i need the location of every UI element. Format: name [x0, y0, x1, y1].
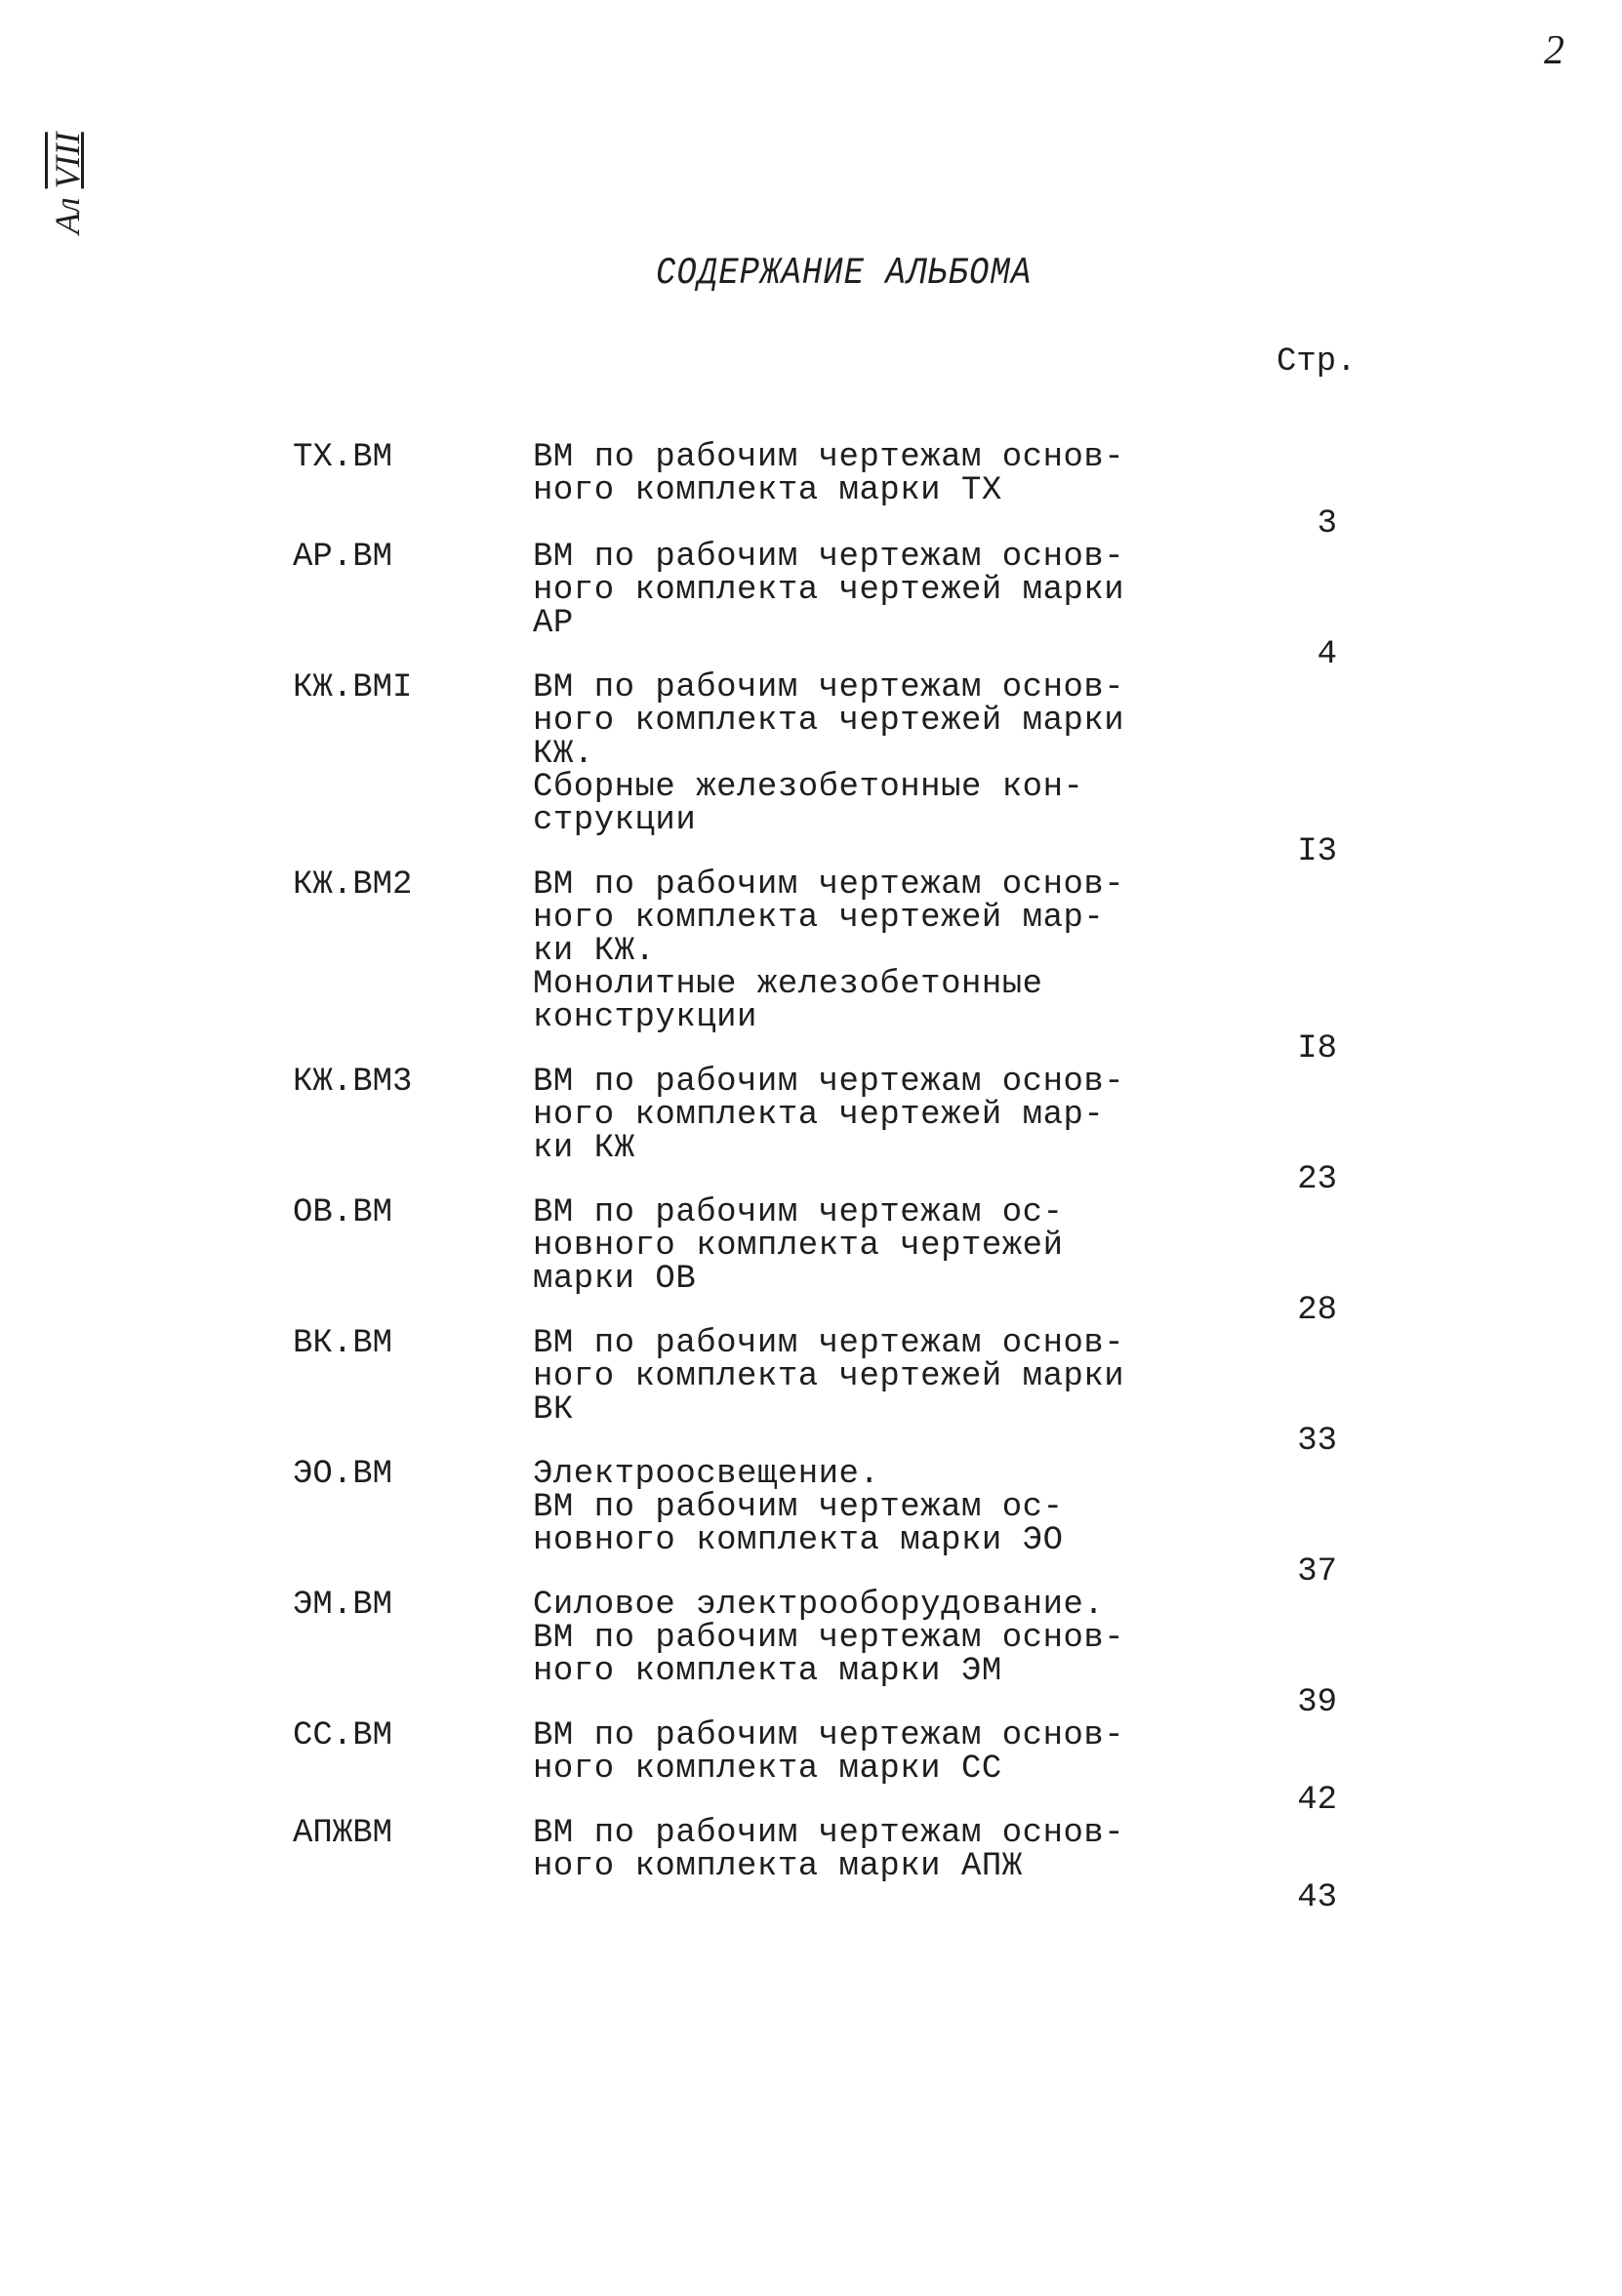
entry-page: 39: [1297, 1684, 1337, 1721]
entry-page: 3: [1317, 505, 1337, 543]
entry-code: АПЖВМ: [293, 1815, 393, 1852]
entry-page: 28: [1297, 1292, 1337, 1329]
entry-code: ОВ.ВМ: [293, 1194, 393, 1231]
entry-code: ЭО.ВМ: [293, 1456, 393, 1493]
entry-description: ВМ по рабочим чертежам основ- ного комплекта чертежей марки АР: [533, 539, 1125, 642]
contents-entry: [293, 541, 1376, 671]
entry-description: Силовое электрооборудование. ВМ по рабочим чертежам основ- ного комплекта марки ЭМ: [533, 1587, 1125, 1690]
contents-list: [293, 441, 1376, 1914]
entry-code: ЭМ.ВМ: [293, 1587, 393, 1624]
contents-entry: [293, 441, 1376, 541]
entry-page: 42: [1297, 1782, 1337, 1819]
entry-code: АР.ВМ: [293, 539, 393, 576]
entry-description: ВМ по рабочим чертежам основ- ного комплекта марки СС: [533, 1717, 1125, 1788]
contents-entry: [293, 1589, 1376, 1719]
page-column-header: Стр.: [1277, 343, 1357, 381]
entry-page: 37: [1297, 1553, 1337, 1591]
entry-code: ТХ.ВМ: [293, 439, 393, 476]
contents-entry: [293, 1196, 1376, 1327]
entry-description: ВМ по рабочим чертежам основ- ного комплекта чертежей марки ВК: [533, 1325, 1125, 1429]
contents-entry: [293, 1817, 1376, 1914]
entry-description: ВМ по рабочим чертежам основ- ного комплекта чертежей марки КЖ. Сборные железобетонные кон- струкции: [533, 669, 1125, 839]
contents-entry: [293, 1458, 1376, 1589]
entry-code: КЖ.ВМ3: [293, 1064, 413, 1101]
entry-page: I8: [1297, 1030, 1337, 1067]
album-mark: [47, 132, 88, 234]
contents-entry: [293, 671, 1376, 868]
entry-code: КЖ.ВМI: [293, 669, 413, 706]
contents-entry: [293, 868, 1376, 1066]
entry-code: ВК.ВМ: [293, 1325, 393, 1362]
entry-description: ВМ по рабочим чертежам основ- ного комплекта чертежей мар- ки КЖ. Монолитные железобетонные конструкции: [533, 866, 1125, 1036]
entry-description: ВМ по рабочим чертежам основ- ного комплекта марки АПЖ: [533, 1815, 1125, 1885]
entry-code: СС.ВМ: [293, 1717, 393, 1754]
entry-page: 43: [1297, 1879, 1337, 1916]
album-mark-prefix: Ал: [48, 197, 87, 234]
entry-description: Электроосвещение. ВМ по рабочим чертежам ос- новного комплекта марки ЭО: [533, 1456, 1064, 1559]
entry-page: 33: [1297, 1423, 1337, 1460]
entry-description: ВМ по рабочим чертежам основ- ного комплекта чертежей мар- ки КЖ: [533, 1064, 1125, 1167]
page-number: 2: [1544, 28, 1564, 73]
entry-code: КЖ.ВМ2: [293, 866, 413, 904]
entry-description: ВМ по рабочим чертежам основ- ного комплекта марки ТХ: [533, 439, 1125, 509]
page-title: СОДЕРЖАНИЕ АЛЬБОМА: [656, 253, 1033, 296]
album-mark-roman: VIII: [48, 132, 87, 189]
entry-page: I3: [1297, 833, 1337, 870]
contents-entry: [293, 1719, 1376, 1817]
entry-description: ВМ по рабочим чертежам ос- новного комплекта чертежей марки ОВ: [533, 1194, 1064, 1298]
contents-entry: [293, 1327, 1376, 1458]
contents-entry: [293, 1066, 1376, 1196]
entry-page: 4: [1317, 636, 1337, 673]
entry-page: 23: [1297, 1161, 1337, 1198]
